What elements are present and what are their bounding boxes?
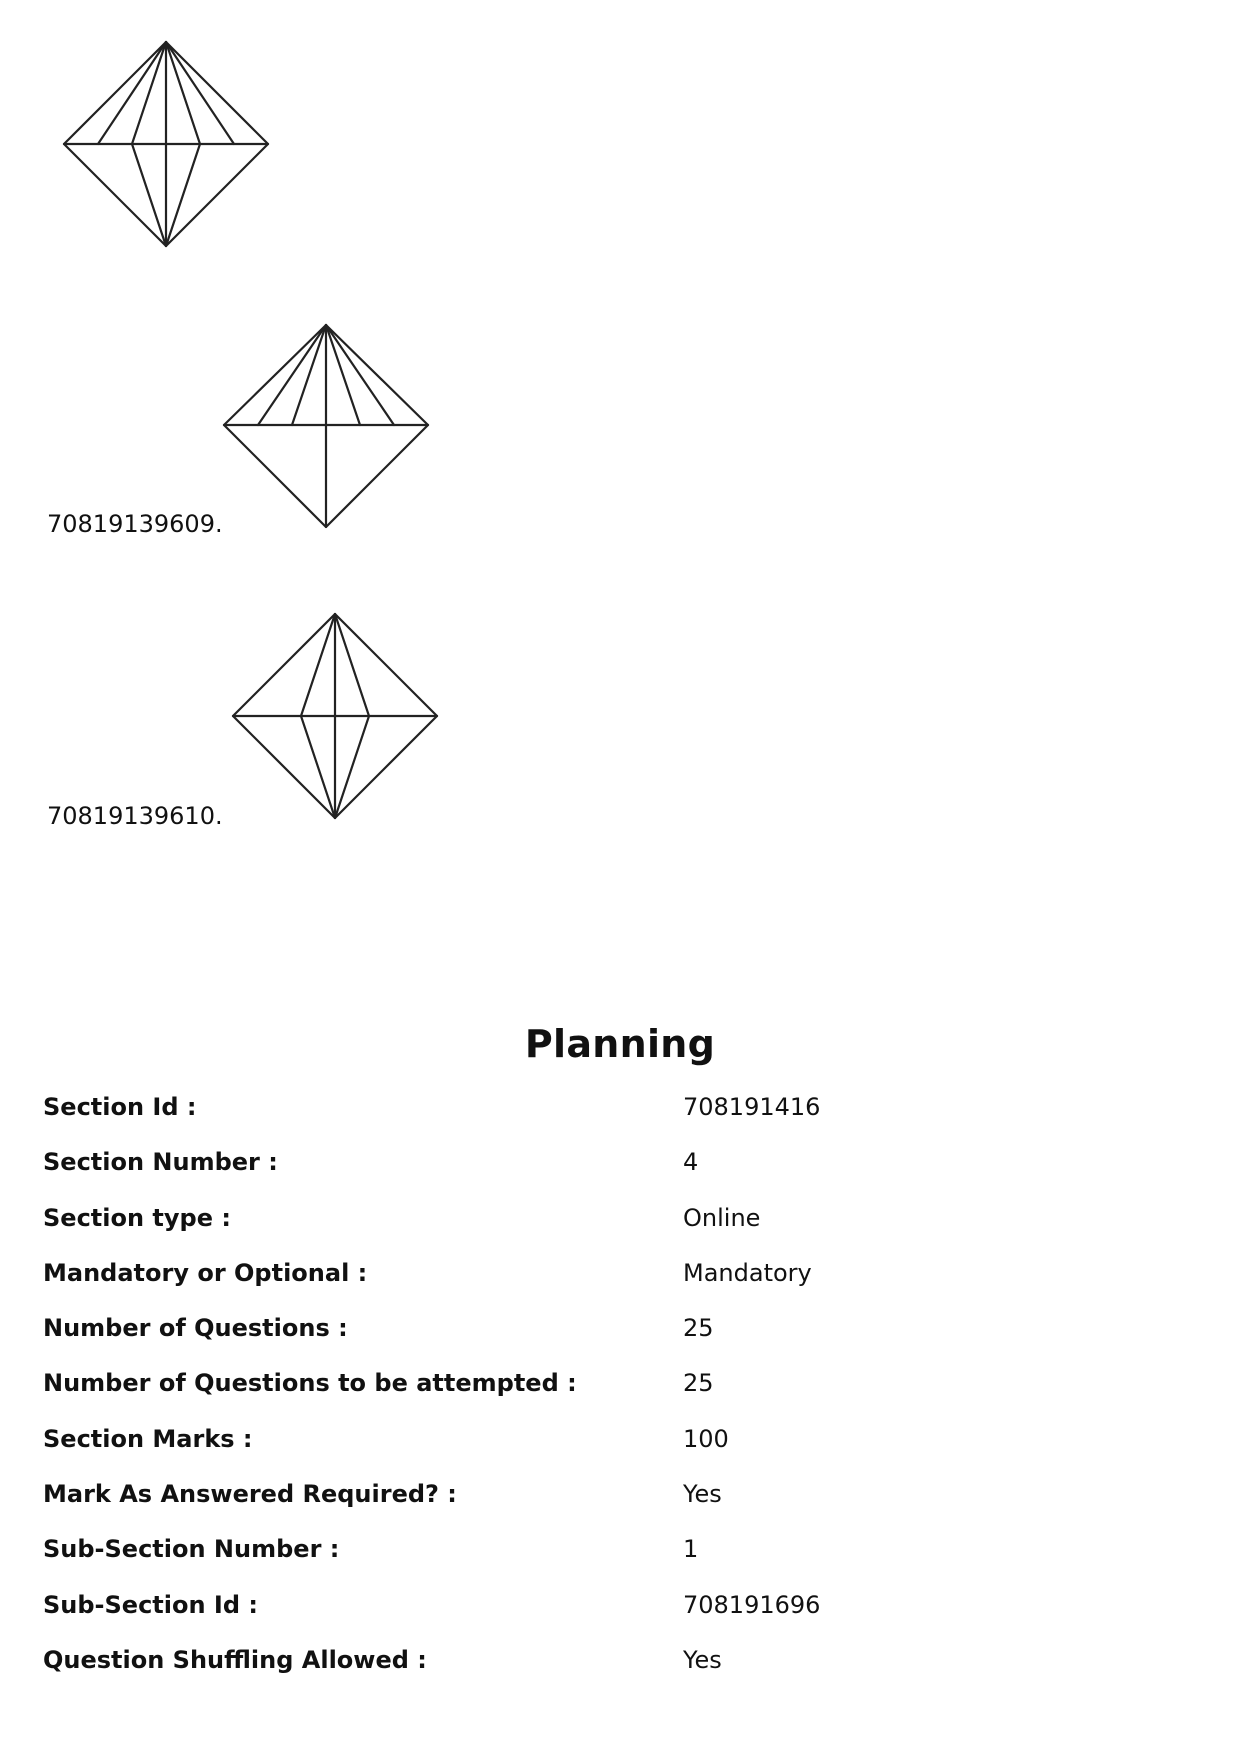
diamond-figure-b-svg <box>222 323 432 533</box>
info-label: Number of Questions : <box>43 1314 348 1343</box>
info-value: 25 <box>683 1369 714 1398</box>
fan-line <box>166 42 234 144</box>
fan-line <box>98 42 166 144</box>
diamond-figure-a-svg <box>62 40 272 250</box>
diamond-figure-b <box>222 323 432 533</box>
section-info-table <box>43 1093 1193 1701</box>
section-title: Planning <box>524 1022 716 1066</box>
info-value: Yes <box>683 1645 722 1674</box>
info-row-section-id <box>43 1093 1193 1148</box>
info-value: 25 <box>683 1314 714 1343</box>
info-value: 708191696 <box>683 1590 821 1619</box>
upper-line <box>335 614 369 716</box>
info-label: Sub-Section Id : <box>43 1590 258 1619</box>
info-value: 708191416 <box>683 1093 821 1121</box>
info-value: 4 <box>683 1148 699 1177</box>
info-label: Section type : <box>43 1203 231 1232</box>
info-value: 100 <box>683 1424 729 1453</box>
lower-line <box>335 716 369 818</box>
info-label: Section Id : <box>43 1093 197 1121</box>
fan-line <box>326 325 394 425</box>
fan-line <box>166 42 200 144</box>
info-label: Section Number : <box>43 1148 278 1177</box>
info-label: Question Shuffling Allowed : <box>43 1645 427 1674</box>
option-id-label: 70819139610. <box>47 802 223 830</box>
info-value: Online <box>683 1203 761 1232</box>
lower-line <box>132 144 166 246</box>
diamond-figure-a <box>62 40 272 250</box>
info-row-sub-section-number <box>43 1535 1193 1590</box>
info-row-section-number <box>43 1148 1193 1203</box>
info-row-number-of-questions <box>43 1314 1193 1369</box>
info-label: Mark As Answered Required? : <box>43 1480 457 1509</box>
fan-line <box>258 325 326 425</box>
info-label: Number of Questions to be attempted : <box>43 1369 577 1398</box>
fan-line <box>326 325 360 425</box>
info-row-section-type <box>43 1204 1193 1259</box>
info-row-question-shuffling <box>43 1646 1193 1701</box>
option-id-label: 70819139609. <box>47 510 223 538</box>
info-value: 1 <box>683 1535 699 1564</box>
lower-line <box>166 144 200 246</box>
fan-line <box>132 42 166 144</box>
info-row-section-marks <box>43 1425 1193 1480</box>
info-row-questions-to-attempt <box>43 1369 1193 1424</box>
diamond-figure-c-svg <box>231 612 441 822</box>
info-label: Mandatory or Optional : <box>43 1258 368 1287</box>
info-value: Mandatory <box>683 1258 812 1287</box>
info-row-mark-as-answered <box>43 1480 1193 1535</box>
info-label: Section Marks : <box>43 1424 253 1453</box>
fan-line <box>292 325 326 425</box>
diamond-figure-c <box>231 612 441 822</box>
upper-line <box>301 614 335 716</box>
info-value: Yes <box>683 1480 722 1509</box>
lower-line <box>301 716 335 818</box>
info-row-sub-section-id <box>43 1591 1193 1646</box>
info-label: Sub-Section Number : <box>43 1535 340 1564</box>
info-row-mandatory-or-optional <box>43 1259 1193 1314</box>
